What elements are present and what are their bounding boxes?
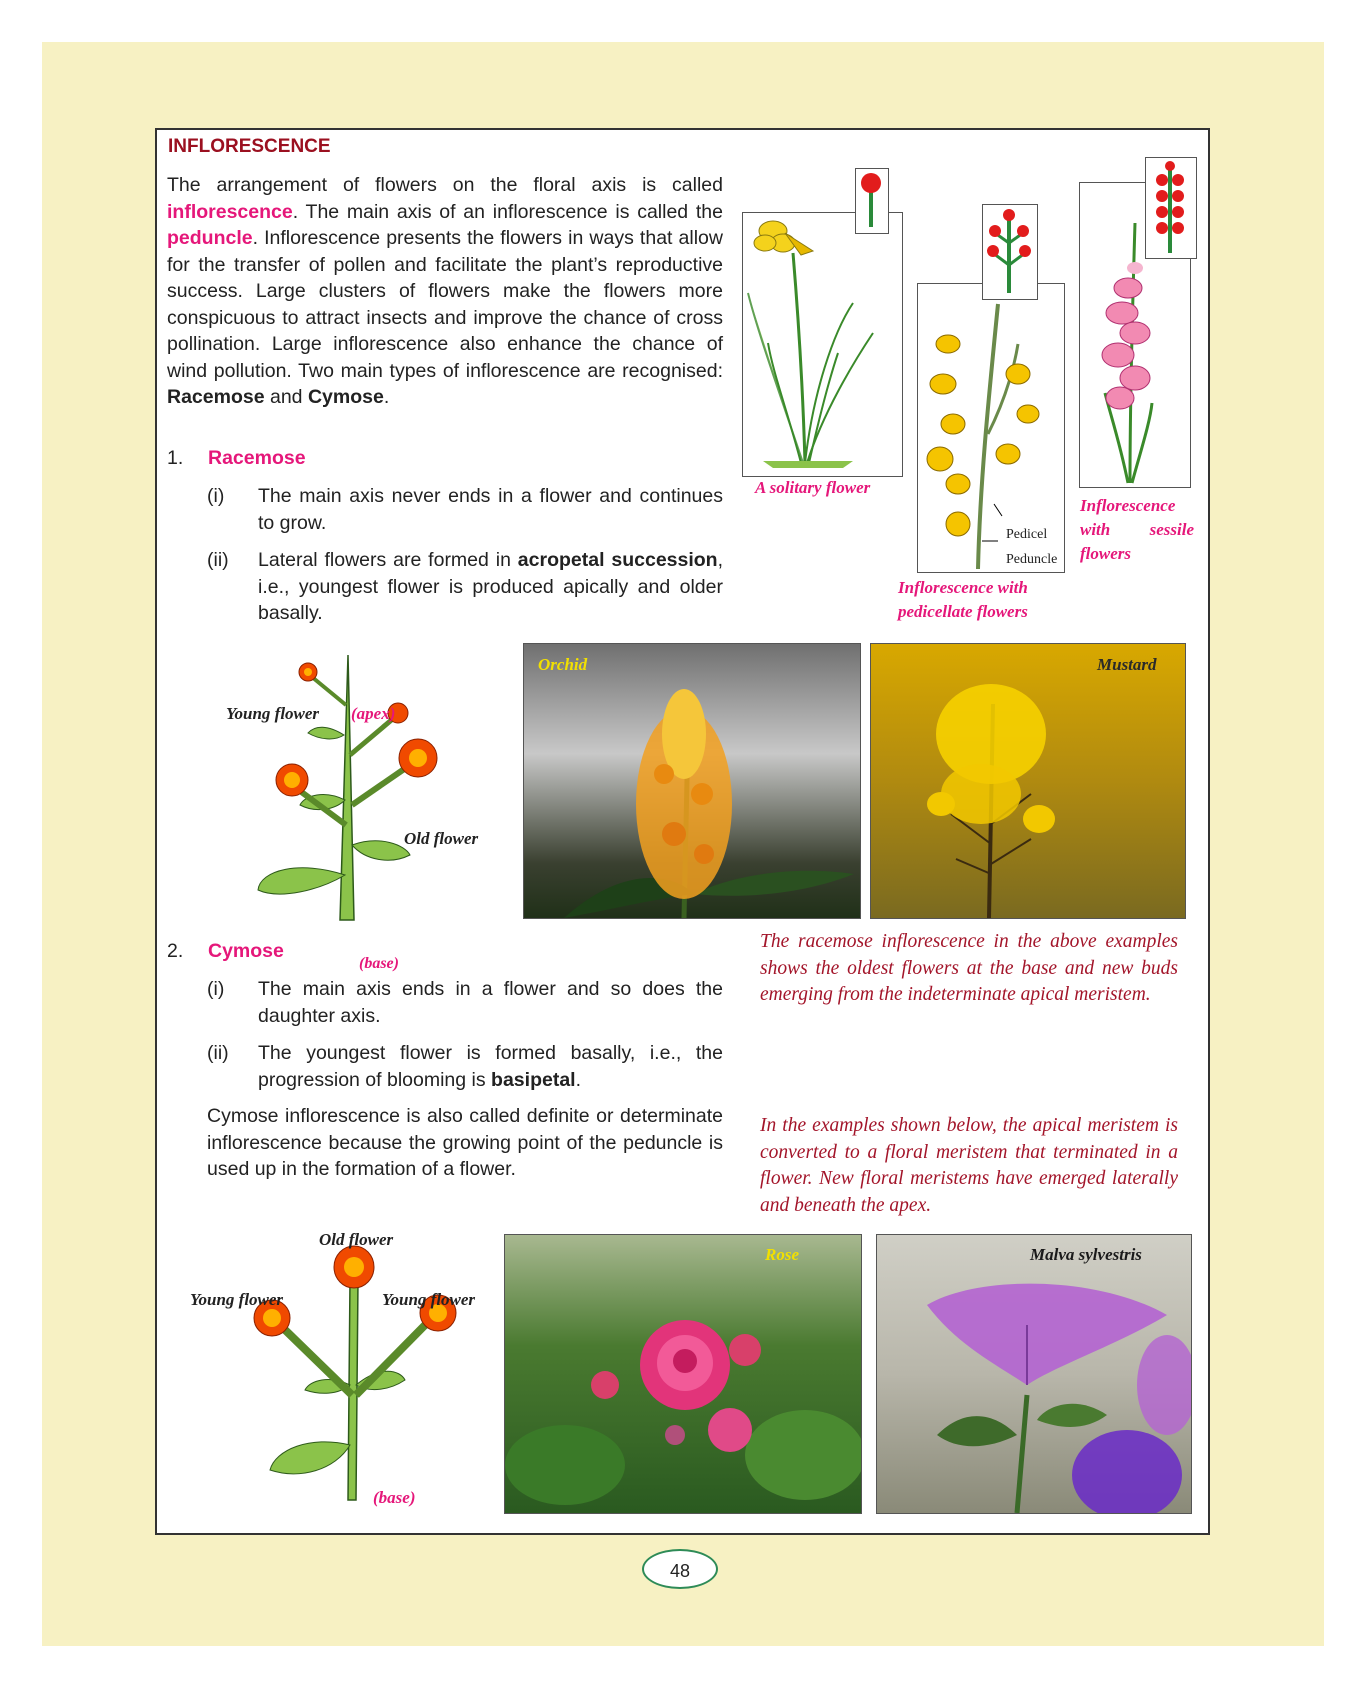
term-peduncle: peduncle <box>167 227 253 249</box>
racemose-ii-text <box>258 547 723 627</box>
cymose-paragraph: Cymose inflorescence is also called definite or determinate inflorescence because the growing point of the peduncle is used up in the formation of a flower. <box>207 1105 723 1180</box>
mustard-photo <box>870 643 1186 919</box>
race-apex-label: (apex) <box>351 704 396 723</box>
sessile-symbol-icon <box>1146 158 1195 257</box>
intro-text: and <box>264 386 308 408</box>
pedicellate-symbol <box>982 204 1038 300</box>
term-acropetal: acropetal succession <box>517 549 718 571</box>
racemose-ii-num: (ii) <box>207 549 229 571</box>
pedicellate-symbol-icon <box>983 205 1036 298</box>
cyme-old-label: Old flower <box>319 1230 394 1249</box>
rose-drawing <box>505 1235 861 1513</box>
term-inflorescence: inflorescence <box>167 200 293 223</box>
cyme-young-right-label: Young flower <box>382 1290 476 1309</box>
orchid-drawing <box>524 644 860 918</box>
solitary-caption: A solitary flower <box>755 478 871 497</box>
racemose-i-num: (i) <box>207 485 225 507</box>
malva-drawing <box>877 1235 1191 1513</box>
rose-photo <box>504 1234 862 1514</box>
intro-text: . <box>383 386 390 408</box>
race-old-label: Old flower <box>404 829 479 848</box>
pedicellate-caption: Inflorescence with pedicellate flowers <box>898 578 1028 621</box>
racemose-title: Racemose <box>208 447 306 469</box>
daffodil-illustration <box>743 213 901 475</box>
term-racemose: Racemose <box>167 386 265 408</box>
pedicel-label: Pedicel <box>1006 527 1048 542</box>
racemose-diagram <box>240 645 500 925</box>
orchid-label: Orchid <box>538 655 588 674</box>
term-cymose: Cymose <box>307 386 384 408</box>
cymose-title: Cymose <box>208 940 284 962</box>
cyme-base-label: (base) <box>373 1488 416 1507</box>
malva-label: Malva sylvestris <box>1030 1245 1142 1264</box>
mustard-drawing <box>871 644 1185 918</box>
page-number: 48 <box>642 1549 718 1589</box>
race-young-label: Young flower <box>226 704 320 723</box>
cymose-ii-part: . <box>575 1068 582 1091</box>
intro-text: . Inflorescence presents the flowers in ways that allow for the transfer of pollen and facilitate the plant’s reproductive success. Large clusters of flowers make the flowers more conspicuous to attract insects and improve the chance of cross pollination. Large inflorescence also enhance the chance of wind pollution. Two main types of inflorescence are recognised: <box>167 227 723 382</box>
cymose-number: 2. <box>167 940 184 962</box>
mustard-label: Mustard <box>1097 655 1157 674</box>
malva-photo <box>876 1234 1192 1514</box>
race-base-label: (base) <box>359 955 399 972</box>
cymose-caption: In the examples shown below, the apical meristem is converted to a floral meristem that terminated in a flower. New floral meristems have emerged laterally and beneath the apex. <box>760 1115 1178 1216</box>
rose-label: Rose <box>765 1245 799 1264</box>
intro-text: . The main axis of an inflorescence is called the <box>292 200 723 223</box>
orchid-photo <box>523 643 861 919</box>
solitary-symbol-icon <box>856 169 887 232</box>
racemose-i-text: The main axis never ends in a flower and continues to grow. <box>258 485 723 534</box>
intro-text: The arrangement of flowers on the floral axis is called <box>167 174 723 196</box>
sessile-symbol <box>1145 157 1197 259</box>
section-heading: INFLORESCENCE <box>168 136 331 157</box>
racemose-ii-part: Lateral flowers are formed in <box>258 549 518 571</box>
solitary-symbol <box>855 168 889 234</box>
cymose-i-num: (i) <box>207 978 225 1000</box>
racemose-caption: The racemose inflorescence in the above examples shows the oldest flowers at the base and new buds emerging from the indeterminate apical meristem. <box>760 931 1178 1005</box>
peduncle-label: Peduncle <box>1006 552 1058 567</box>
solitary-flower-box <box>742 212 903 477</box>
cymose-ii-text <box>258 1040 723 1093</box>
cymose-i-text: The main axis ends in a flower and so does the daughter axis. <box>258 978 723 1027</box>
cymose-ii-part: The youngest flower is formed basally, i.e., the progression of blooming is <box>258 1042 723 1091</box>
intro-paragraph <box>167 172 723 411</box>
term-basipetal: basipetal <box>491 1068 576 1091</box>
cymose-ii-num: (ii) <box>207 1042 229 1064</box>
cymose-diagram <box>230 1245 480 1505</box>
racemose-number: 1. <box>167 447 184 469</box>
sessile-caption: Inflorescence with sessile flowers <box>1080 496 1194 563</box>
racemose-ii-part: , i.e., youngest flower is produced apically and older basally. <box>258 549 724 624</box>
cyme-young-left-label: Young flower <box>190 1290 284 1309</box>
